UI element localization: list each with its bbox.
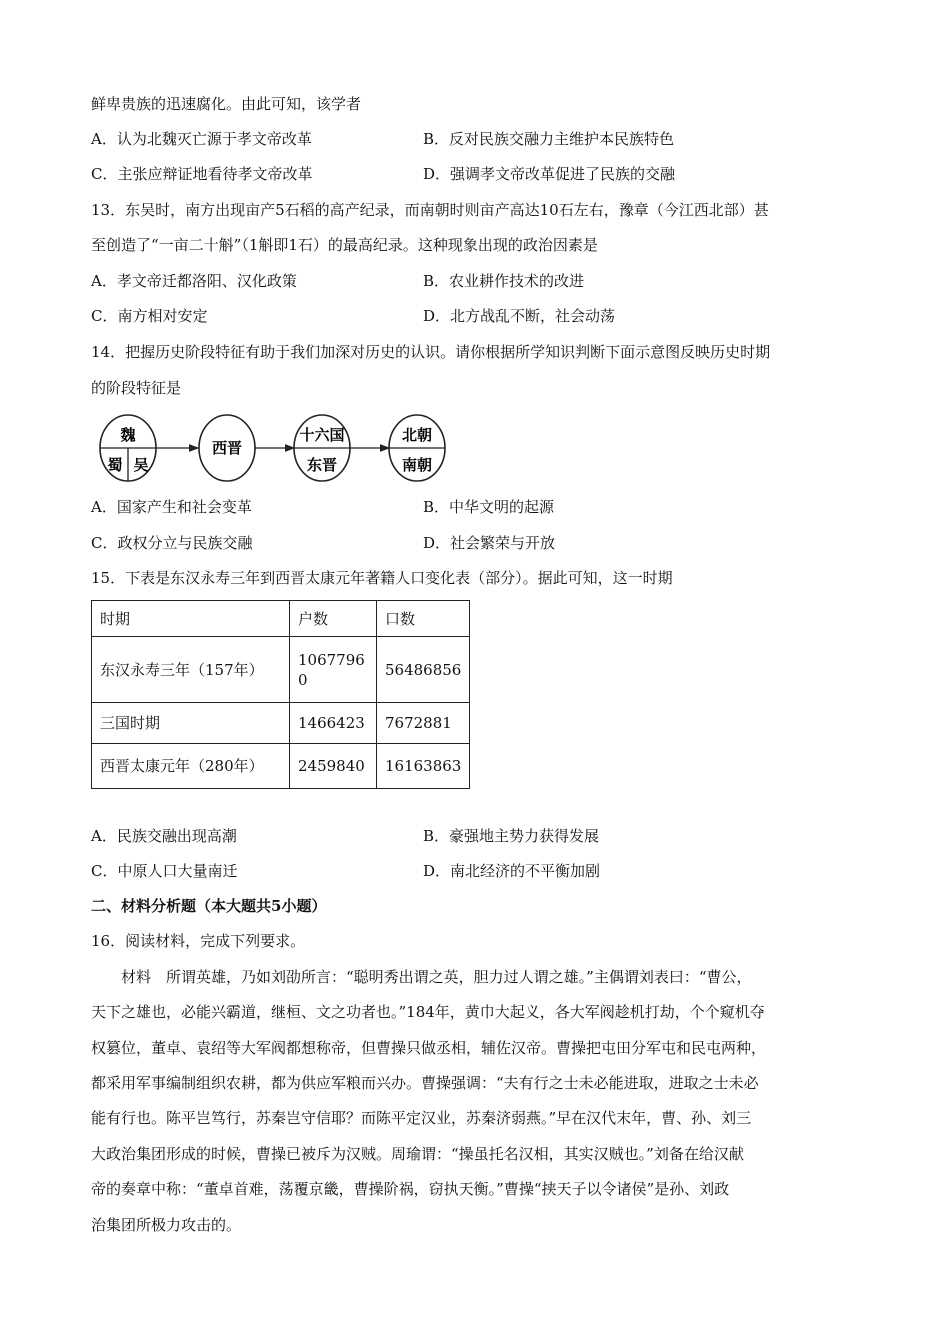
option-b: B．农业耕作技术的改进 bbox=[423, 272, 585, 290]
section-heading: 二、材料分析题（本大题共5小题） bbox=[91, 897, 327, 915]
header-population: 口数 bbox=[377, 601, 470, 637]
label-shu: 蜀 bbox=[107, 456, 123, 474]
cell-population: 7672881 bbox=[377, 703, 470, 744]
option-c: C．政权分立与民族交融 bbox=[91, 534, 253, 552]
cell-period: 三国时期 bbox=[92, 703, 290, 744]
circle-sixteen-kingdoms bbox=[294, 415, 350, 481]
cell-households: 1067796 0 bbox=[290, 637, 377, 703]
q14-stem-line: 14．把握历史阶段特征有助于我们加深对历史的认识。请你根据所学知识判断下面示意图反映历史时期 bbox=[91, 343, 771, 361]
option-c: C．南方相对安定 bbox=[91, 307, 208, 325]
cell-households: 2459840 bbox=[290, 744, 377, 789]
material-line: 材料 所谓英雄，乃如刘劭所言：“聪明秀出谓之英，胆力过人谓之雄。”主偶谓刘表曰：“曹公， bbox=[121, 968, 752, 986]
circle-western-jin bbox=[199, 415, 255, 481]
table-header-row bbox=[92, 601, 470, 637]
option-b: B．豪强地主势力获得发展 bbox=[423, 827, 600, 845]
material-line: 天下之雄也，必能兴霸道，继桓、文之功者也。”184年，黄巾大起义，各大军阀趁机打劫，个个窥机夺 bbox=[91, 1003, 765, 1021]
table-row bbox=[92, 703, 470, 744]
q16-stem: 16．阅读材料，完成下列要求。 bbox=[91, 932, 306, 950]
option-a: A．国家产生和社会变革 bbox=[91, 498, 252, 516]
label-wu: 吴 bbox=[133, 456, 149, 474]
material-line: 能有行也。陈平岂笃行，苏秦岂守信耶？而陈平定汉业，苏秦济弱燕。”早在汉代末年，曹、孙、刘三 bbox=[91, 1109, 752, 1127]
circle-northern-southern bbox=[389, 415, 445, 481]
label-northern-dynasties: 北朝 bbox=[401, 426, 433, 444]
material-line: 都采用军事编制组织农耕，都为供应军粮而兴办。曹操强调：“夫有行之士未必能进取，进取之士未必 bbox=[91, 1074, 759, 1092]
option-d: D．社会繁荣与开放 bbox=[423, 534, 556, 552]
table-row bbox=[92, 637, 470, 703]
material-line: 治集团所极力攻击的。 bbox=[91, 1216, 242, 1234]
cell-period: 东汉永寿三年（157年） bbox=[92, 637, 290, 703]
label-eastern-jin: 东晋 bbox=[306, 456, 338, 474]
q15-stem: 15．下表是东汉永寿三年到西晋太康元年著籍人口变化表（部分）。据此可知，这一时期 bbox=[91, 569, 673, 587]
option-b: B．中华文明的起源 bbox=[423, 498, 555, 516]
material-line: 大政治集团形成的时候，曹操已被斥为汉贼。周瑜谓：“操虽托名汉相，其实汉贼也。”刘备在给汉献 bbox=[91, 1145, 744, 1163]
cell-population: 16163863 bbox=[377, 744, 470, 789]
header-period: 时期 bbox=[92, 601, 290, 637]
option-a: A．孝文帝迁都洛阳、汉化政策 bbox=[91, 272, 297, 290]
option-c: C．中原人口大量南迁 bbox=[91, 862, 238, 880]
cell-population: 56486856 bbox=[377, 637, 470, 703]
header-households: 户数 bbox=[290, 601, 377, 637]
material-line: 权篡位，董卓、袁绍等大军阀都想称帝，但曹操只做丞相，辅佐汉帝。曹操把屯田分军屯和民屯两种， bbox=[91, 1039, 767, 1057]
label-sixteen-kingdoms: 十六国 bbox=[299, 426, 345, 444]
option-a: A．认为北魏灭亡源于孝文帝改革 bbox=[91, 130, 312, 148]
q14-stem-line: 的阶段特征是 bbox=[91, 379, 182, 397]
option-c: C．主张应辩证地看待孝文帝改革 bbox=[91, 165, 313, 183]
cell-households: 1466423 bbox=[290, 703, 377, 744]
q13-stem-line: 13．东吴时，南方出现亩产5石稻的高产纪录，而南朝时则亩产高达10石左右，豫章（今江西北部）甚 bbox=[91, 201, 769, 219]
cell-period: 西晋太康元年（280年） bbox=[92, 744, 290, 789]
option-b: B．反对民族交融力主维护本民族特色 bbox=[423, 130, 675, 148]
q13-stem-line: 至创造了“一亩二十斛”（1斛即1石）的最高纪录。这种现象出现的政治因素是 bbox=[91, 236, 598, 254]
table-row bbox=[92, 744, 470, 789]
q12-stem-tail: 鲜卑贵族的迅速腐化。由此可知，该学者 bbox=[91, 95, 362, 113]
option-d: D．北方战乱不断，社会动荡 bbox=[423, 307, 616, 325]
population-table bbox=[91, 600, 470, 789]
material-line: 帝的奏章中称：“董卓首难，荡覆京畿，曹操阶祸，窃执天衡。”曹操“挟天子以令诸侯”是孙、刘政 bbox=[91, 1180, 730, 1198]
label-wei: 魏 bbox=[120, 426, 136, 444]
option-d: D．南北经济的不平衡加剧 bbox=[423, 862, 601, 880]
label-western-jin: 西晋 bbox=[211, 439, 243, 457]
label-southern-dynasties: 南朝 bbox=[401, 456, 433, 474]
period-diagram bbox=[95, 408, 455, 488]
circle-three-kingdoms bbox=[100, 415, 156, 481]
option-d: D．强调孝文帝改革促进了民族的交融 bbox=[423, 165, 676, 183]
option-a: A．民族交融出现高潮 bbox=[91, 827, 237, 845]
